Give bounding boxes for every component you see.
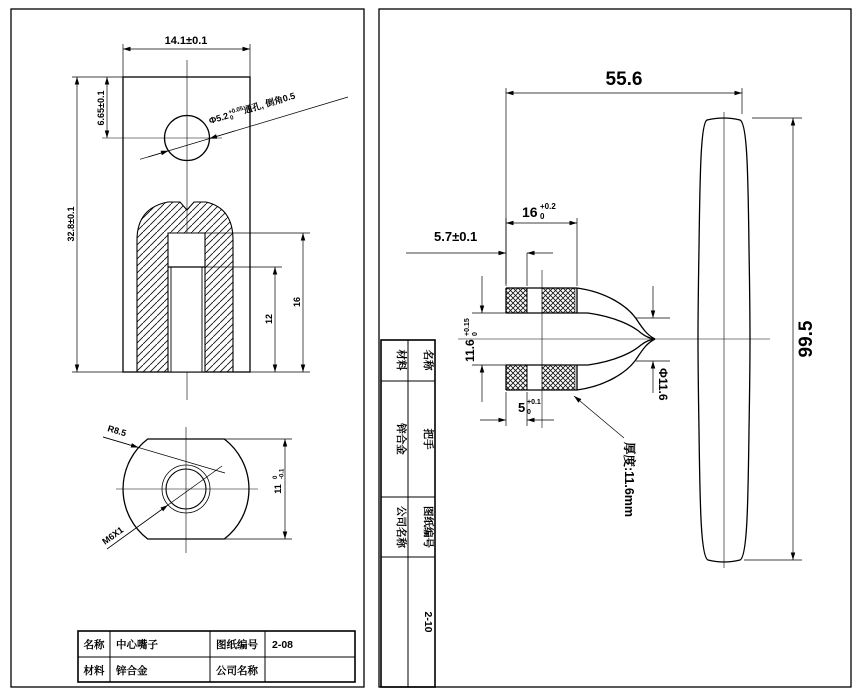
hatch-patch	[542, 288, 575, 313]
dim-slot-height-sub: 0	[472, 332, 479, 336]
sheet-border	[379, 9, 851, 687]
dim-slot-width	[522, 202, 556, 221]
hole-note-main: Φ5.2	[207, 110, 230, 126]
dim-across-flats	[273, 468, 286, 494]
dim-slot-height-sup: +0.15	[464, 318, 471, 336]
hole-note-sup: +0.05	[227, 105, 245, 117]
dim-neck-dia-label: Φ11.6	[656, 368, 670, 401]
hatch-patch	[506, 288, 527, 313]
material-value: 锌合金	[116, 665, 148, 677]
company-label: 公司名称	[395, 506, 407, 548]
drawing-no-label: 图纸编号	[422, 506, 434, 548]
right-title-block	[381, 340, 435, 687]
name-label: 名称	[422, 349, 434, 371]
left-title-block	[78, 631, 355, 682]
dim-across-flats-main: 11	[273, 484, 283, 494]
name-value: 把手	[422, 428, 434, 450]
bottom-view	[100, 423, 292, 553]
dim-width-label: 14.1±0.1	[164, 35, 208, 47]
dim-slot-width-sup: +0.2	[540, 202, 556, 211]
thickness-note-label: 厚度:11.6mm	[622, 442, 636, 518]
dim-slot-height	[463, 318, 479, 362]
dim-overall-height-label: 99.5	[796, 320, 817, 358]
dim-slot-width-sub: 0	[540, 212, 545, 221]
material-value: 锌合金	[395, 423, 407, 455]
dim-slot-width-main: 16	[522, 204, 538, 220]
dim-wall-sub: 0	[527, 409, 531, 416]
dim-wall	[518, 399, 541, 416]
hatch-patch	[506, 365, 527, 390]
dim-offset-label: 5.7±0.1	[434, 229, 478, 244]
name-value: 中心嘴子	[116, 639, 158, 651]
dim-wall-main: 5	[518, 400, 526, 415]
dim-hole-offset-label: 6.65±0.1	[96, 90, 106, 126]
dim-radius-label: R8.5	[106, 423, 128, 439]
dim-across-flats-sub: -0.1	[279, 468, 286, 479]
name-label: 名称	[83, 639, 105, 651]
left-drawing-sheet	[10, 8, 365, 688]
material-label: 材料	[83, 665, 105, 677]
blind-cavity	[168, 233, 205, 372]
company-label: 公司名称	[216, 665, 258, 677]
dim-across-flats-sup: 0	[273, 475, 279, 479]
dim-slot-height-main: 11.6	[463, 339, 477, 362]
t-handle-view	[458, 112, 770, 568]
dim-overall-width-label: 55.6	[605, 69, 643, 90]
dim-thread-label: M6X1	[100, 524, 126, 547]
hole-note-rest: 通孔, 倒角0.5	[242, 90, 297, 116]
material-label: 材料	[395, 349, 407, 371]
dim-depth-full-label: 16	[292, 296, 302, 308]
dim-depth-step-label: 12	[264, 313, 274, 325]
dim-height-label: 32.8±0.1	[66, 206, 76, 242]
t-handle-dimensions	[406, 69, 817, 560]
hole-note	[207, 90, 296, 128]
dim-wall-sup: +0.1	[527, 399, 541, 406]
drawing-no-value: 2-10	[422, 611, 434, 633]
drawing-no-label: 图纸编号	[216, 639, 258, 651]
hatch-patch	[542, 365, 575, 390]
drawing-no-value: 2-08	[272, 639, 294, 651]
hole-note-sub: 0	[229, 115, 235, 122]
right-drawing-sheet	[378, 8, 852, 688]
